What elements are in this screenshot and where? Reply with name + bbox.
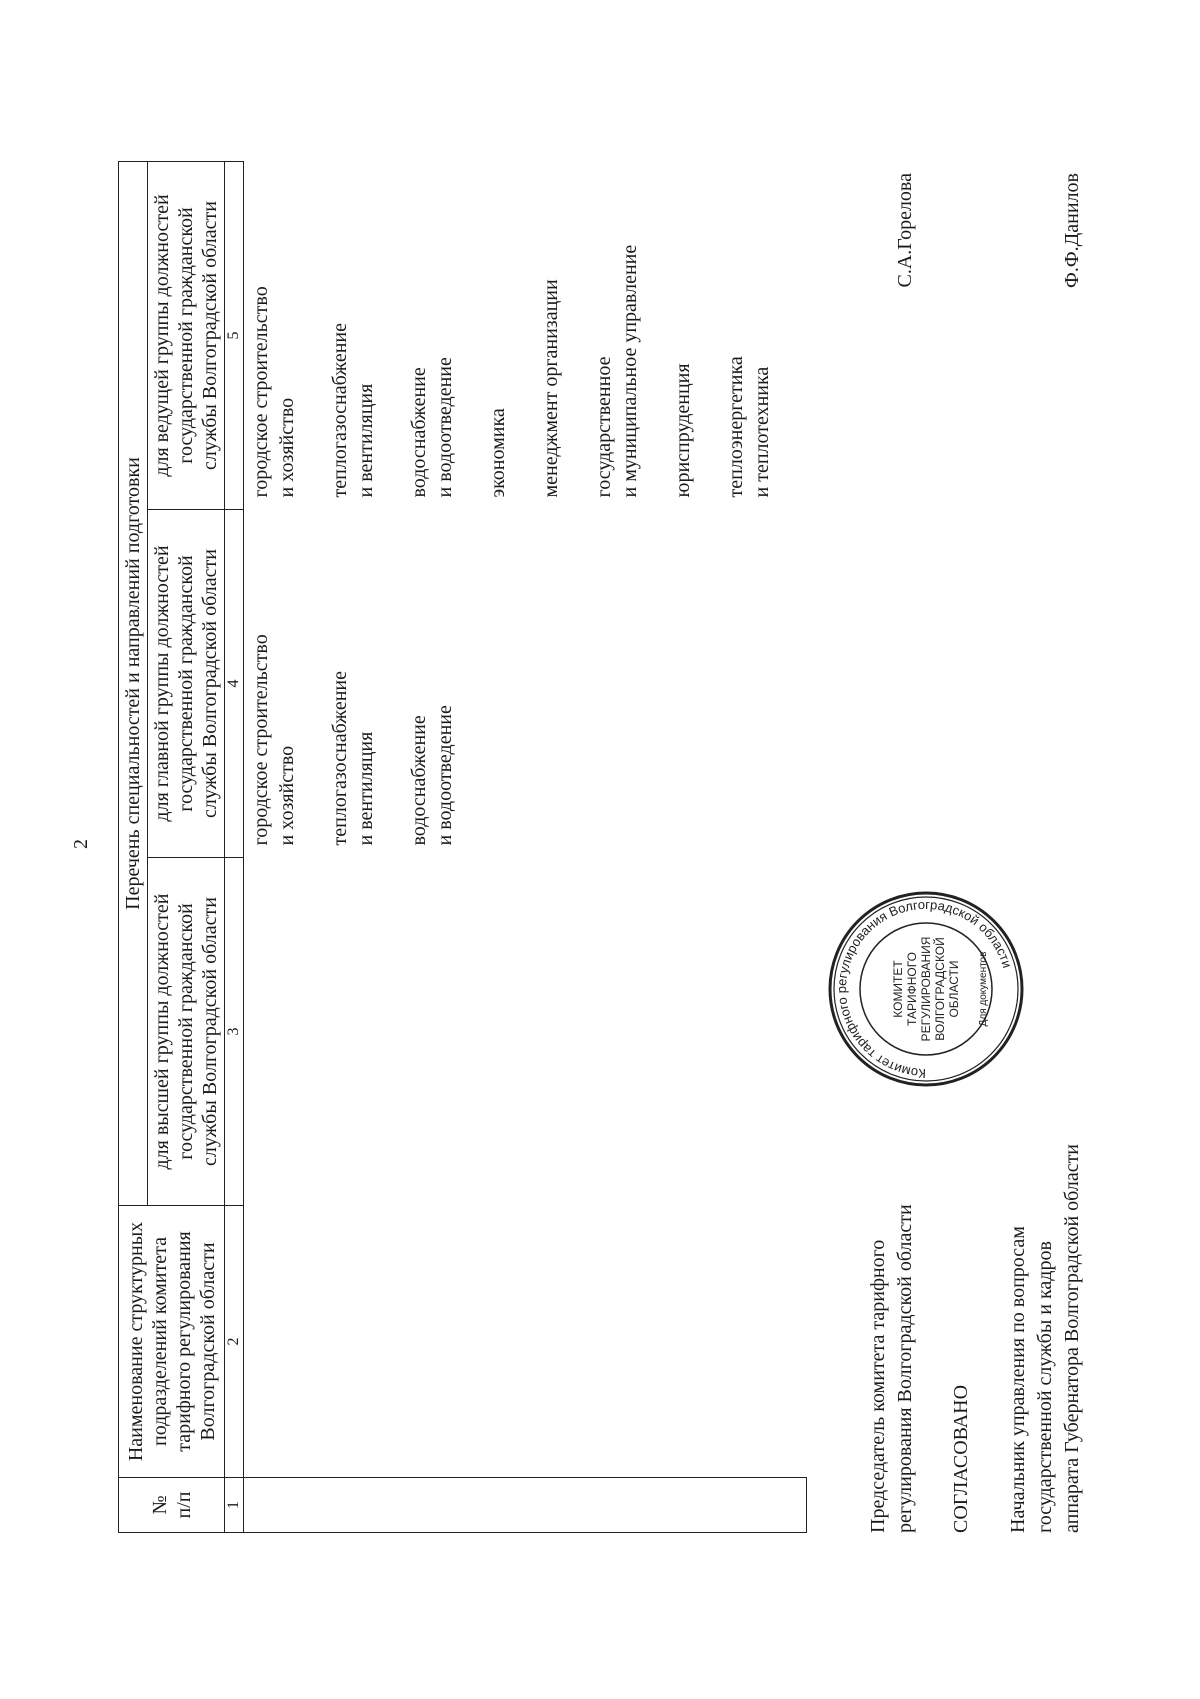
list-item: городское строительство и хозяйство bbox=[250, 634, 298, 846]
column-index: 4 bbox=[225, 510, 244, 858]
head-title-line: государственной службы и кадров bbox=[1034, 1241, 1056, 1533]
svg-text:ТАРИФНОГО: ТАРИФНОГО bbox=[905, 952, 919, 1026]
seal-center-text bbox=[891, 937, 989, 1042]
list-item: юриспруденция bbox=[672, 363, 694, 498]
chair-signature-block bbox=[865, 173, 919, 1533]
head-name: Ф.Ф.Данилов bbox=[1061, 173, 1083, 288]
list-item: теплогазоснабжение и вентиляция bbox=[329, 322, 377, 498]
list-item: менеджмент организации bbox=[540, 279, 562, 498]
svg-text:РЕГУЛИРОВАНИЯ: РЕГУЛИРОВАНИЯ bbox=[919, 936, 933, 1042]
chair-title-line: регулирования Волгоградской области bbox=[894, 1204, 916, 1533]
header-col-main: для главной группы должностей государственной гражданской службы Волгоградской области bbox=[148, 510, 225, 858]
list-item: водоснабжение и водоотведение bbox=[408, 357, 456, 498]
agreed-text: СОГЛАСОВАНО bbox=[950, 1384, 972, 1533]
header-col-leading: для ведущей группы должностей государственной гражданской службы Волгоградской области bbox=[148, 161, 225, 509]
chair-name: С.А.Горелова bbox=[894, 173, 916, 288]
list-item: экономика bbox=[487, 408, 509, 498]
header-unit-name: Наименование структурных подразделений комитета тарифного регулирования Волгоградской области bbox=[119, 1206, 225, 1478]
col-main-list bbox=[244, 510, 807, 858]
svg-text:ОБЛАСТИ: ОБЛАСТИ bbox=[947, 960, 961, 1018]
svg-text:КОМИТЕТ: КОМИТЕТ bbox=[891, 960, 905, 1018]
list-item: городское строительство и хозяйство bbox=[250, 286, 298, 498]
column-index: 3 bbox=[225, 858, 244, 1206]
table-cell bbox=[244, 858, 807, 1206]
header-specialties-group: Перечень специальностей и направлений подготовки bbox=[119, 161, 148, 1205]
page-number: 2 bbox=[70, 839, 92, 849]
list-item: теплоэнергетика и теплотехника bbox=[725, 356, 773, 498]
list-item: теплогазоснабжение и вентиляция bbox=[329, 670, 377, 846]
list-item: государственное и муниципальное управление bbox=[593, 244, 641, 498]
specialties-table bbox=[118, 161, 807, 1533]
head-signature-block bbox=[1005, 173, 1086, 1533]
table-cell bbox=[244, 1478, 807, 1533]
seal-ring-text: Комитет тарифного регулирования Волгоградской области bbox=[833, 896, 1015, 1082]
chair-title-line: Председатель комитета тарифного bbox=[867, 1239, 889, 1533]
head-title-line: Начальник управления по вопросам bbox=[1007, 1226, 1029, 1533]
table-cell bbox=[244, 1206, 807, 1478]
agreed-label bbox=[948, 173, 975, 1533]
column-index: 5 bbox=[225, 161, 244, 509]
list-item: водоснабжение и водоотведение bbox=[408, 705, 456, 846]
col-leading-list bbox=[244, 161, 807, 509]
header-col-highest: для высшей группы должностей государственной гражданской службы Волгоградской области bbox=[148, 858, 225, 1206]
header-number: № п/п bbox=[119, 1478, 225, 1533]
column-index: 1 bbox=[225, 1478, 244, 1533]
svg-text:ВОЛГОГРАДСКОЙ: ВОЛГОГРАДСКОЙ bbox=[933, 937, 947, 1041]
svg-text:Для документов: Для документов bbox=[978, 951, 989, 1027]
column-index: 2 bbox=[225, 1206, 244, 1478]
head-title-line: аппарата Губернатора Волгоградской области bbox=[1061, 1143, 1083, 1533]
official-seal bbox=[826, 889, 1026, 1089]
